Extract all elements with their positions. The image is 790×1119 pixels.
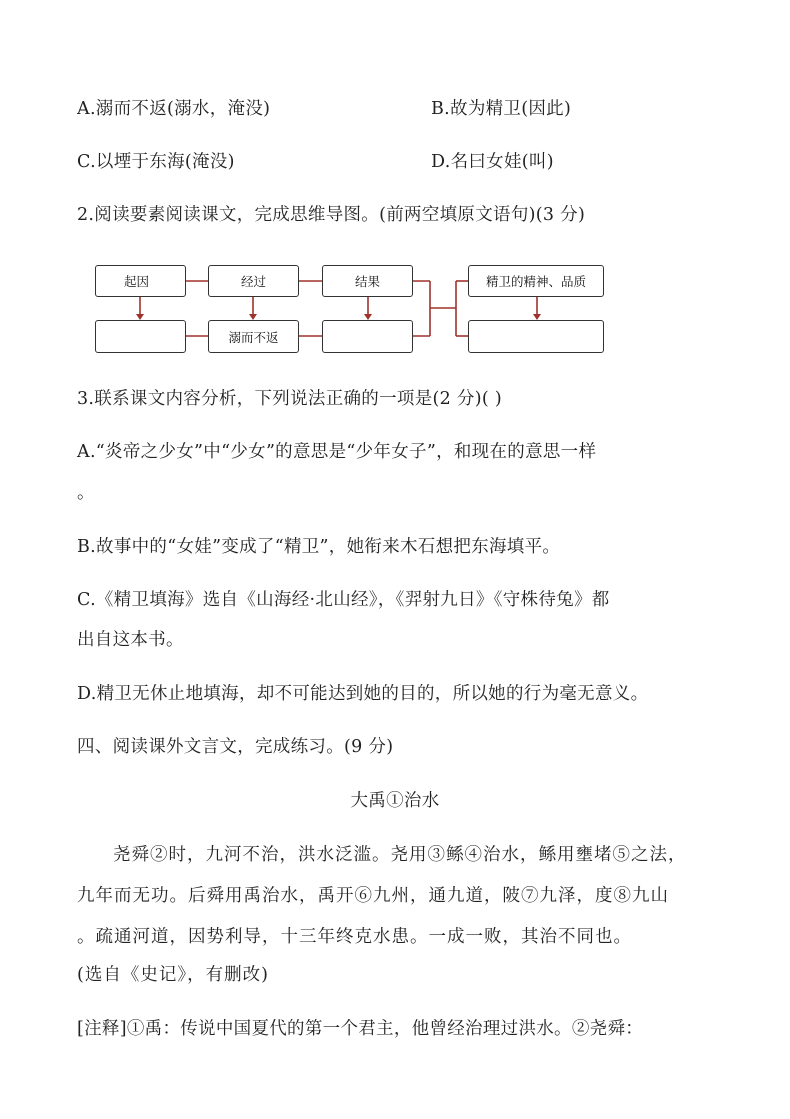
passage-source: (选自《史记》，有删改) xyxy=(77,965,269,985)
q3-prompt: 3.联系课文内容分析，下列说法正确的一项是(2 分)( ) xyxy=(77,389,502,409)
q3-option-a-line1: A.“炎帝之少女”中“少女”的意思是“少年女子”，和现在的意思一样 xyxy=(77,442,597,462)
q3-option-a-line2: 。 xyxy=(77,483,95,503)
box-result-label: 结果 xyxy=(354,274,380,289)
q1-option-d: D.名曰女娃(叫) xyxy=(431,152,554,172)
q2-prompt: 2.阅读要素阅读课文，完成思维导图。(前两空填原文语句)(3 分) xyxy=(77,205,586,225)
q1-option-b: B.故为精卫(因此) xyxy=(431,99,572,119)
box-spirit-label: 精卫的精神、品质 xyxy=(485,274,586,289)
q1-option-c: C.以堙于东海(淹没) xyxy=(77,152,235,172)
blank-spirit[interactable] xyxy=(468,320,604,353)
passage-title: 大禹①治水 xyxy=(350,791,440,811)
box-cause xyxy=(95,265,186,297)
box-cause-label: 起因 xyxy=(124,274,150,289)
passage-notes: [注释]①禹：传说中国夏代的第一个君主，他曾经治理过洪水。②尧舜： xyxy=(77,1019,644,1039)
box-process xyxy=(208,265,299,297)
box-spirit xyxy=(468,265,604,297)
passage-line-1: 尧舜②时，九河不治，洪水泛滥。尧用③鲧④治水，鲧用壅堵⑤之法， xyxy=(113,845,687,865)
blank-cause[interactable] xyxy=(95,320,186,353)
q1-option-a: A.溺而不返(溺水，淹没) xyxy=(77,99,271,119)
passage-line-2: 九年而无功。后舜用禹治水，禹开⑥九州，通九道，陂⑦九泽，度⑧九山 xyxy=(77,886,669,906)
q3-option-b: B.故事中的“女娃”变成了“精卫”，她衔来木石想把东海填平。 xyxy=(77,537,561,557)
section4-heading: 四、阅读课外文言文，完成练习。(9 分) xyxy=(77,737,394,757)
box-result xyxy=(322,265,413,297)
box-process-answer xyxy=(208,320,299,353)
blank-result[interactable] xyxy=(322,320,413,353)
box-process-answer-label: 溺而不返 xyxy=(228,329,279,345)
passage-line-3: 。疏通河道，因势利导，十三年终克水患。一成一败，其治不同也。 xyxy=(77,927,632,947)
q3-option-c-line2: 出自这本书。 xyxy=(77,630,184,650)
q3-option-c-line1: C.《精卫填海》选自《山海经·北山经》，《羿射九日》《守株待兔》都 xyxy=(77,590,610,610)
box-process-label: 经过 xyxy=(240,274,266,289)
q3-option-d: D.精卫无休止地填海，却不可能达到她的目的，所以她的行为毫无意义。 xyxy=(77,684,649,704)
